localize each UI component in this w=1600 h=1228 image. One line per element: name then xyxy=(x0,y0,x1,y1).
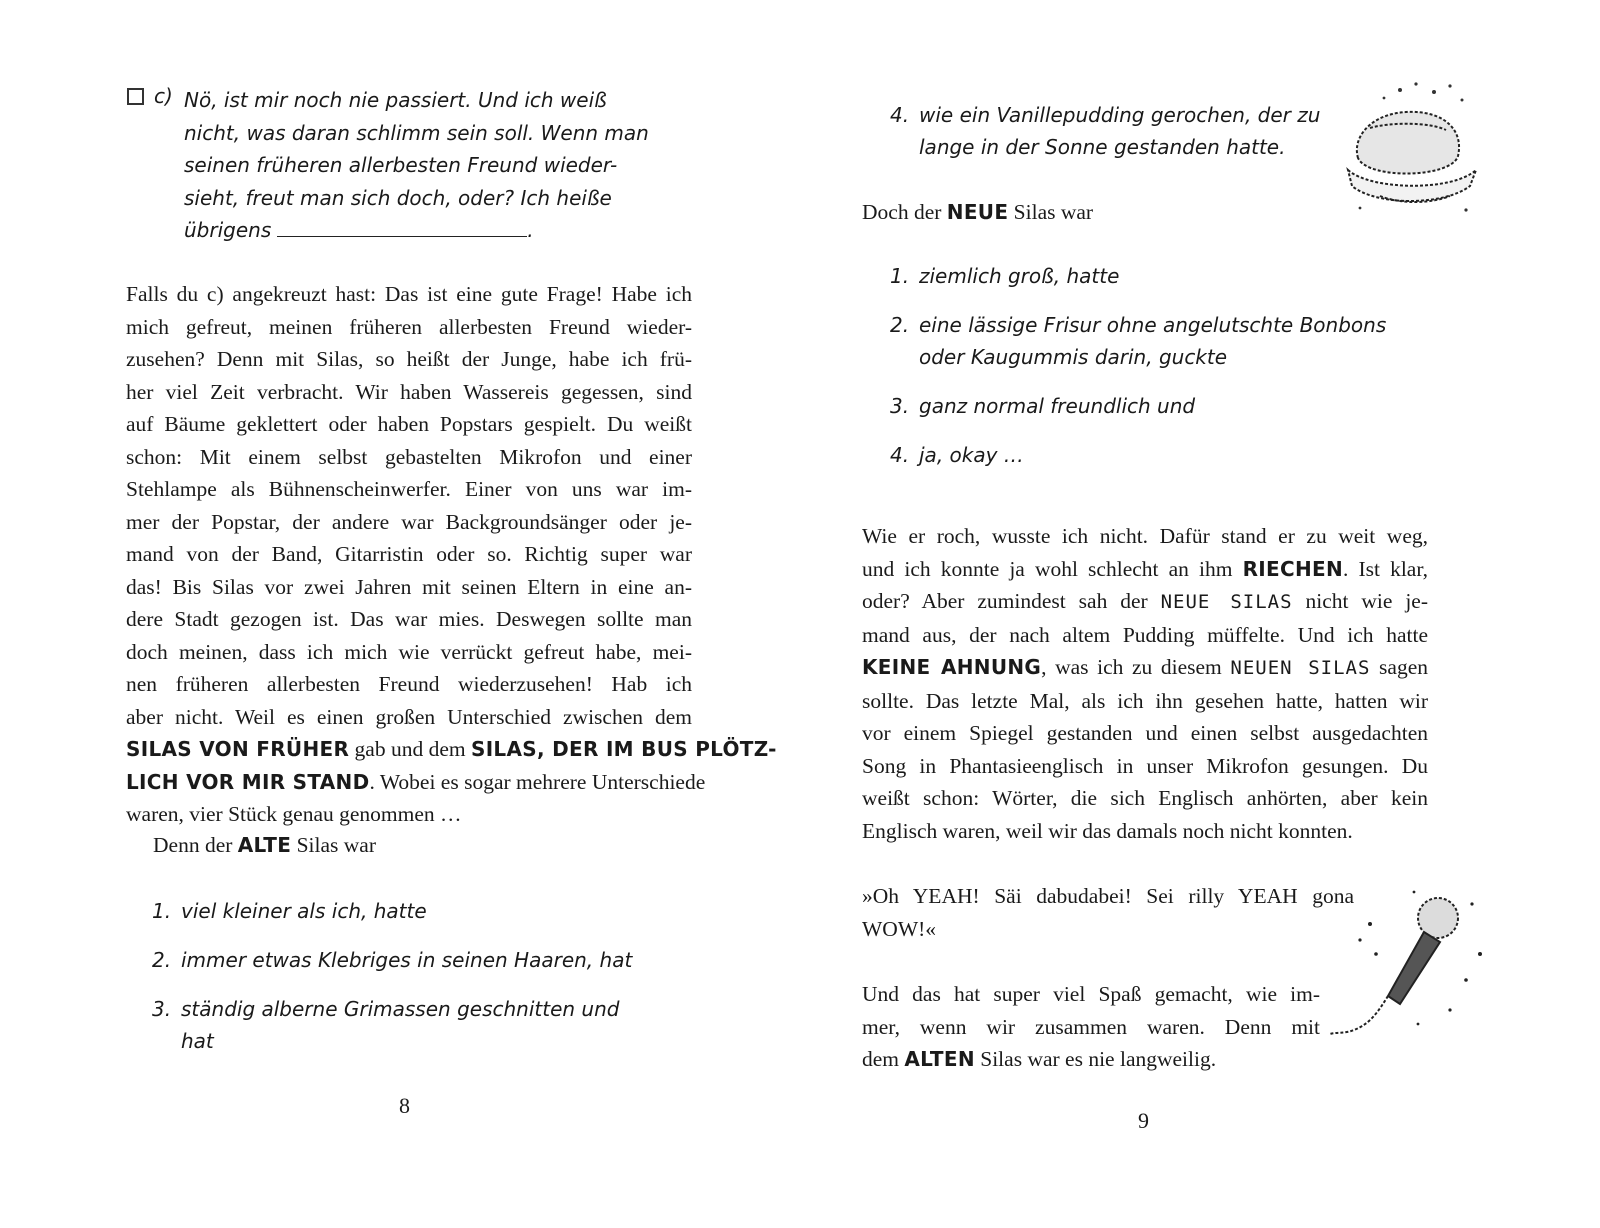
list-number: 3. xyxy=(152,997,172,1021)
text-line-emphasis xyxy=(126,733,777,766)
text-line: schon: Mit einem selbst gebastelten Mikrofon und einer xyxy=(126,444,692,469)
text-line-emphasis xyxy=(862,1043,1320,1076)
answer-checkbox[interactable] xyxy=(127,88,144,105)
quote-line: »Oh YEAH! Säi dabudabei! Sei rilly YEAH gona xyxy=(862,884,1354,908)
text-span: und ich konnte ja wohl schlecht an ihm xyxy=(862,556,1233,581)
text-line-emphasis xyxy=(862,651,1428,685)
text-span: Doch der xyxy=(862,200,942,224)
text-span: . Wobei es sogar mehrere Unterschiede xyxy=(369,769,706,794)
list-text: viel kleiner als ich, hatte xyxy=(181,899,427,923)
answer-line: sieht, freut man sich doch, oder? Ich heiße xyxy=(184,185,612,210)
text-line: das! Bis Silas vor zwei Jahren mit seinen Eltern in eine an- xyxy=(126,574,692,599)
text-line: auf Bäume geklettert oder haben Popstars gespielt. Du weißt xyxy=(126,412,692,436)
text-span: oder? Aber zumindest sah der xyxy=(862,589,1148,613)
list-item xyxy=(890,310,1386,340)
list-item xyxy=(152,945,632,975)
left-paragraph xyxy=(126,278,777,831)
list-item xyxy=(890,440,1024,470)
text-span: Silas war xyxy=(296,833,376,857)
text-line-emphasis xyxy=(862,585,1428,619)
text-line: nen früheren allerbesten Freund wiederzusehen! Hab ich xyxy=(126,672,692,696)
list-item-continuation: hat xyxy=(181,1029,214,1053)
text-line: Und das hat super viel Spaß gemacht, wie im- xyxy=(862,982,1320,1006)
emphasis-text: SILAS, DER IM BUS PLÖTZ- xyxy=(470,737,777,761)
text-line: Song in Phantasieenglisch in unser Mikrofon gesungen. Du xyxy=(862,753,1428,778)
text-line: Wie er roch, wusste ich nicht. Dafür stand er zu weit weg, xyxy=(862,524,1428,548)
page-number: 9 xyxy=(1138,1108,1149,1133)
page-number: 8 xyxy=(399,1093,410,1118)
text-line: weißt schon: Wörter, die sich Englisch anhörten, aber kein xyxy=(862,786,1428,810)
answer-c-text xyxy=(184,84,649,247)
text-line: vor einem Spiegel gestanden und einen selbst ausgedachten xyxy=(862,721,1428,745)
list-number: 2. xyxy=(152,948,172,972)
emphasis-text: RIECHEN xyxy=(1242,556,1343,581)
text-span: sagen xyxy=(1379,655,1428,679)
answer-line: seinen früheren allerbesten Freund wieder- xyxy=(184,153,618,177)
emphasis-text: NEUE xyxy=(946,200,1009,224)
emphasis-text: NEUE SILAS xyxy=(1160,591,1293,613)
text-line: zusehen? Denn mit Silas, so heißt der Junge, habe ich frü- xyxy=(126,347,692,371)
quote-line: WOW!« xyxy=(862,916,937,941)
list-item xyxy=(890,391,1195,421)
text-span: Silas war xyxy=(1013,200,1094,224)
text-line: mer der Popstar, der andere war Backgroundsänger oder je- xyxy=(126,509,692,534)
list-number: 1. xyxy=(890,264,910,288)
list-text: ständig alberne Grimassen geschnitten und xyxy=(181,997,620,1021)
list-text: immer etwas Klebriges in seinen Haaren, hat xyxy=(181,948,633,972)
intro-line xyxy=(862,196,1093,229)
text-line: aber nicht. Weil es einen großen Unterschied zwischen dem xyxy=(126,704,692,729)
list-item xyxy=(152,896,427,926)
right-page xyxy=(800,0,1600,1228)
closing-paragraph xyxy=(862,978,1320,1076)
text-line: mer, wenn wir zusammen waren. Denn mit xyxy=(862,1014,1320,1039)
emphasis-text: SILAS VON FRÜHER xyxy=(126,737,350,761)
emphasis-text: ALTEN xyxy=(904,1047,975,1071)
emphasis-text: NEUEN SILAS xyxy=(1230,657,1371,679)
microphone-illustration xyxy=(1330,884,1490,1044)
right-paragraph xyxy=(862,520,1428,847)
text-span: dem xyxy=(862,1047,900,1071)
list-number: 1. xyxy=(152,899,172,923)
list-text: ja, okay … xyxy=(919,443,1024,467)
text-line: mich gefreut, meinen früheren allerbesten Freund wieder- xyxy=(126,314,692,339)
text-span: Denn der xyxy=(153,833,233,857)
text-line: sollte. Das letzte Mal, als ich ihn gesehen hatte, hatten wir xyxy=(862,688,1428,713)
text-line: Stehlampe als Bühnenscheinwerfer. Einer von uns war im- xyxy=(126,477,692,501)
text-span: , was ich zu diesem xyxy=(1041,655,1222,679)
text-line: doch meinen, dass ich mich wie verrückt gefreut habe, mei- xyxy=(126,639,692,664)
list-number: 3. xyxy=(890,394,910,418)
list-item xyxy=(890,261,1119,291)
text-span: Silas war es nie langweilig. xyxy=(980,1047,1217,1071)
list-text: eine lässige Frisur ohne angelutschte Bonbons xyxy=(919,313,1387,337)
text-line: mand von der Band, Gitarristin oder so. Richtig super war xyxy=(126,542,692,566)
emphasis-text: KEINE AHNUNG xyxy=(862,655,1042,679)
list-item-continuation: lange in der Sonne gestanden hatte. xyxy=(919,135,1286,159)
list-text: ganz normal freundlich und xyxy=(919,394,1196,418)
list-item xyxy=(890,100,1320,130)
text-line: Falls du c) angekreuzt hast: Das ist eine gute Frage! Habe ich xyxy=(126,282,692,306)
answer-line: übrigens xyxy=(184,218,272,242)
text-line: Englisch waren, weil wir das damals noch nicht konnten. xyxy=(862,818,1353,843)
answer-line-name xyxy=(184,214,644,247)
emphasis-text: LICH VOR MIR STAND xyxy=(126,769,370,794)
text-span: nicht wie je- xyxy=(1305,589,1429,613)
text-line-emphasis xyxy=(862,553,1428,586)
quote xyxy=(862,880,1354,945)
text-line: dere Stadt gezogen ist. Das war mies. Deswegen sollte man xyxy=(126,607,692,631)
emphasis-text: ALTE xyxy=(237,833,292,857)
answer-line: Nö, ist mir noch nie passiert. Und ich weiß xyxy=(184,88,607,112)
text-line: mand aus, der nach altem Pudding müffelte. Und ich hatte xyxy=(862,622,1428,647)
list-number: 4. xyxy=(890,103,910,127)
list-item-continuation: oder Kaugummis darin, guckte xyxy=(919,345,1228,369)
list-number: 2. xyxy=(890,313,910,337)
list-text: wie ein Vanillepudding gerochen, der zu xyxy=(919,103,1321,127)
list-number: 4. xyxy=(890,443,910,467)
answer-line: nicht, was daran schlimm sein soll. Wenn man xyxy=(184,120,649,145)
text-line-emphasis xyxy=(126,766,706,799)
text-line: waren, vier Stück genau genommen … xyxy=(126,802,462,826)
list-item xyxy=(152,994,619,1024)
transition-line xyxy=(153,829,376,862)
list-text: ziemlich groß, hatte xyxy=(919,264,1120,288)
text-span: gab und dem xyxy=(354,737,466,761)
name-blank-line[interactable] xyxy=(277,222,527,237)
pudding-illustration xyxy=(1340,78,1482,218)
end-punct: . xyxy=(527,218,534,242)
text-span: . Ist klar, xyxy=(1342,556,1429,581)
text-line: her viel Zeit verbracht. Wir haben Wassereis gegessen, sind xyxy=(126,379,692,404)
answer-c-label: c) xyxy=(154,84,173,108)
